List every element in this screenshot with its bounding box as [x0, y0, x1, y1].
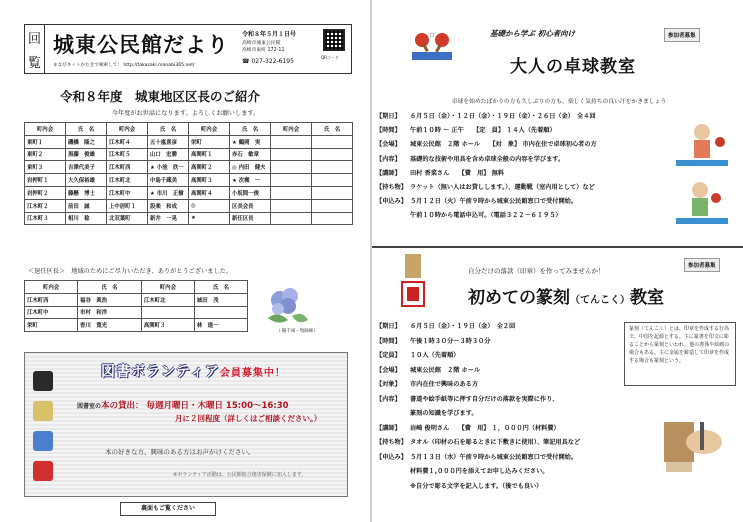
table-cell	[312, 186, 353, 199]
detail-value: 午前１０時から電話申込可。（電話３２２－６１９５）	[410, 212, 562, 220]
detail-label: 【 定員 】	[376, 349, 410, 364]
banner-body: 本の好きな方、興味のある方はお声がけください。	[105, 448, 255, 456]
column-header: 町内会	[141, 281, 194, 294]
detail-value: 午後１時３０分～３時３０分	[410, 337, 491, 345]
pingpong-title: 大人の卓球教室	[510, 57, 636, 77]
table-cell: 城田 茂	[194, 293, 247, 306]
table-cell	[312, 174, 353, 187]
circulation-mark	[25, 25, 45, 73]
detail-value: ※自分で彫る文字を記入します。（後でも良い）	[410, 482, 543, 490]
table-header-row	[25, 281, 248, 294]
column-header: 氏 名	[194, 281, 247, 294]
mascot-icon	[33, 431, 53, 451]
table-cell: 相川 稔	[66, 212, 107, 225]
detail-value: 市内在住で興味のある方	[410, 381, 479, 388]
table-cell: ★ 市川 正樹	[148, 186, 189, 199]
phone: ☎ 027-322-6195	[242, 58, 294, 65]
table-cell: 江木町北	[107, 174, 148, 187]
detail-row	[376, 209, 597, 223]
table-cell	[271, 186, 312, 199]
detail-label: 【 講師 】	[376, 167, 410, 181]
table-header-row	[25, 123, 353, 136]
table-cell: 大久保裕雄	[66, 174, 107, 187]
table-cell	[271, 148, 312, 161]
detail-value: 材料費１,０００円を添えてお申し込みください。	[410, 468, 549, 475]
table-row	[25, 161, 353, 174]
table-cell: 小坂間一俊	[230, 186, 271, 199]
table-cell: 岩押町２	[25, 186, 66, 199]
detail-value: 田村 香菜さん 【費 用】 無料	[410, 169, 505, 177]
detail-row	[376, 436, 580, 451]
table-cell: 赤石 敏章	[230, 148, 271, 161]
qr-label: QRコード	[321, 55, 339, 60]
player-icon	[672, 178, 732, 228]
detail-row	[376, 480, 580, 495]
column-header: 氏 名	[230, 123, 271, 136]
retired-table	[24, 280, 248, 332]
table-cell: ★	[189, 212, 230, 225]
detail-row	[376, 451, 580, 466]
detail-value: タオル（印材の石を彫るときに下敷きに使用）、筆記用具など	[410, 439, 581, 446]
detail-row	[376, 335, 580, 350]
table-cell	[271, 135, 312, 148]
detail-value: 篆刻の知識を学びます。	[410, 410, 478, 417]
detail-label: 【 内容 】	[376, 393, 410, 408]
detail-row	[376, 320, 580, 335]
table-cell	[271, 174, 312, 187]
table-row	[25, 212, 353, 225]
table-cell	[141, 306, 194, 319]
detail-value: 城東公民館 ２階 ホール	[410, 366, 481, 374]
table-cell	[312, 199, 353, 212]
table-cell: 高関町２	[189, 161, 230, 174]
detail-row	[376, 138, 597, 152]
detail-row	[376, 124, 597, 138]
table-cell: 江木町５	[107, 148, 148, 161]
detail-label: 【 会場 】	[376, 364, 410, 379]
detail-value: ５月１３日（水）午前９時から城東公民館窓口で受付開始。	[410, 453, 578, 461]
table-cell: 前田 誠	[66, 199, 107, 212]
lending-prefix: 図書室の	[77, 403, 102, 410]
table-cell: 林 進一	[194, 319, 247, 332]
detail-row	[376, 181, 597, 195]
flower-caption: （ 陽千両・牧師柿）	[276, 329, 318, 334]
table-cell: 香川 寛光	[78, 319, 142, 332]
detail-value: 午前１０時 ～ 正午 【定 員】 １４人（先着順）	[410, 127, 556, 135]
lending-frequency: 月に２回程度（詳しくはご相談ください。）	[175, 414, 322, 423]
table-cell: 栄町	[25, 319, 78, 332]
leader-table	[24, 122, 353, 225]
column-header: 氏 名	[148, 123, 189, 136]
detail-row	[376, 407, 580, 422]
detail-value: ラケット（無い人はお貸しします。）、運動靴（室内用として）など	[410, 183, 595, 191]
table-cell: 江木町４	[107, 135, 148, 148]
table-cell: 高関町３	[189, 174, 230, 187]
tenkoku-title-reading: （てんこく）	[570, 295, 630, 306]
tenkoku-explanation: 篆刻（てんこく）とは、印章を作成する行為で、中国を起源とする。主に篆書を印文に彫ることから篆刻といわれ、他の書体や絵画の場合もある。主に金属を鋳造して印章を作成する場合も篆刻という。	[624, 322, 736, 386]
table-cell: 福谷 眞浩	[78, 293, 142, 306]
table-cell: 設楽 和成	[148, 199, 189, 212]
tenkoku-details	[376, 320, 580, 494]
library-volunteer-banner	[24, 352, 348, 497]
address	[242, 40, 285, 54]
table-cell: 江木町西	[107, 161, 148, 174]
table-cell: 市村 和洋	[78, 306, 142, 319]
table-cell: ★ 次槻 一	[230, 174, 271, 187]
mascot-icon	[33, 461, 53, 481]
detail-label: 【 期日 】	[376, 320, 410, 335]
detail-label: 【 時間 】	[376, 124, 410, 138]
address-line: 高崎市城東公民館	[242, 41, 281, 46]
table-cell: 江木町西	[25, 293, 78, 306]
table-cell: 高関町３	[141, 319, 194, 332]
table-row	[25, 319, 248, 332]
tenkoku-title-end: 教室	[630, 288, 664, 308]
detail-value: １０人（先着順）	[410, 352, 460, 359]
seal-stamp-icon	[398, 252, 428, 310]
table-cell	[271, 161, 312, 174]
qr-code-icon[interactable]	[323, 29, 345, 51]
column-header: 町内会	[107, 123, 148, 136]
tenkoku-title-main: 初めての篆刻	[468, 288, 570, 308]
circulation-char: 回	[27, 31, 41, 47]
see-back-button[interactable]: 裏面もご覧ください	[120, 502, 216, 516]
table-cell: 東町２	[25, 148, 66, 161]
detail-value: ５月１２日（火）午前９時から城東公民館窓口で受付開始。	[410, 198, 578, 206]
detail-label: 【 対象 】	[376, 378, 410, 393]
newsletter-title: 城東公民館だより	[53, 32, 229, 57]
table-cell	[271, 199, 312, 212]
detail-value: ６月５日（金）・１９日（金） 全２回	[410, 323, 516, 330]
table-cell: 江木町中	[25, 306, 78, 319]
table-cell: 藤懸 博士	[66, 186, 107, 199]
detail-label: 【 時間 】	[376, 335, 410, 350]
detail-row	[376, 110, 597, 124]
table-cell: 江木町中	[107, 186, 148, 199]
detail-row	[376, 364, 580, 379]
table-row	[25, 174, 353, 187]
carving-hands-icon	[634, 392, 738, 496]
table-cell: 山口 宏勝	[148, 148, 189, 161]
detail-label: 【 持ち物 】	[376, 181, 410, 195]
table-cell: 栄町	[189, 135, 230, 148]
detail-value: ６月５日（金）・１２日（金）・１９日（金）・２６日（金） 全４回	[410, 113, 596, 120]
tenkoku-subtitle: 自分だけの落款（印章）を作ってみませんか！	[468, 267, 605, 275]
detail-row	[376, 378, 580, 393]
column-header: 町内会	[25, 123, 66, 136]
column-header: 町内会	[25, 281, 78, 294]
column-header: 氏 名	[78, 281, 142, 294]
banner-title-main: 図書ボランティア	[101, 364, 220, 380]
detail-row	[376, 422, 580, 437]
table-cell: 新任区長	[230, 212, 271, 225]
table-cell: 上中居町１	[107, 199, 148, 212]
table-cell: 中島千蔵美	[148, 174, 189, 187]
table-cell	[312, 161, 353, 174]
section-separator	[372, 246, 743, 248]
table-row	[25, 135, 353, 148]
table-cell: 江木町３	[25, 212, 66, 225]
table-cell: ★ 鶴岡 実	[230, 135, 271, 148]
tagline[interactable]: まなびネットかたきで検索して！ http://takasaki.manabi365.net/	[53, 63, 195, 68]
table-cell: 区長会長	[230, 199, 271, 212]
banner-title-small: 会員募集中！	[219, 368, 286, 379]
left-page	[0, 0, 371, 522]
table-cell: ◎	[189, 199, 230, 212]
table-cell: 江木町北	[141, 293, 194, 306]
ping-pong-icon	[410, 30, 454, 64]
hydrangea-icon	[258, 280, 318, 330]
table-cell: ◎ 内田 健夫	[230, 161, 271, 174]
lending-schedule	[77, 399, 289, 411]
column-header: 町内会	[189, 123, 230, 136]
pingpong-subtitle: 基礎から学ぶ 初心者向け	[490, 29, 576, 38]
table-cell: 高関町１	[189, 148, 230, 161]
table-cell: 東町３	[25, 161, 66, 174]
table-row	[25, 306, 248, 319]
detail-row	[376, 167, 597, 181]
table-cell	[271, 212, 312, 225]
circulation-char: 覧	[27, 55, 41, 71]
banner-title	[101, 361, 286, 381]
mascot-icon	[33, 371, 53, 391]
table-cell	[194, 306, 247, 319]
detail-label: 【 申込み 】	[376, 451, 410, 466]
section-intro: 今年度がお世話になります。よろしくお願いします。	[111, 110, 260, 117]
tenkoku-title	[468, 283, 664, 308]
table-cell: 高関町４	[189, 186, 230, 199]
table-cell: 江木町２	[25, 199, 66, 212]
banner-note: ※ボランティア活動は、公民館総合傷害保険に加入します。	[173, 472, 307, 478]
recruiting-badge: 参加者募集	[664, 28, 700, 42]
detail-label: 【 会場 】	[376, 138, 410, 152]
table-row	[25, 293, 248, 306]
table-cell	[312, 212, 353, 225]
detail-row	[376, 349, 580, 364]
detail-value: 基礎的な技術や用具を含め卓球全般の内容を学びます。	[410, 155, 565, 163]
table-cell: 新井 一晃	[148, 212, 189, 225]
detail-value: 書道や絵手紙等に押す自分だけの落款を実際に作り、	[410, 395, 559, 403]
detail-row	[376, 195, 597, 209]
table-cell: 黒藤 俊雄	[66, 148, 107, 161]
column-header: 町内会	[271, 123, 312, 136]
table-cell: 五十嵐喜彦	[148, 135, 189, 148]
right-page	[372, 0, 743, 522]
table-row	[25, 148, 353, 161]
detail-value: 岩崎 俊明さん 【費 用】 １，０００円（材料費）	[410, 424, 560, 432]
table-cell: 吉澤代美子	[66, 161, 107, 174]
issue-date: 令和８年５月１日号	[242, 31, 297, 38]
detail-row	[376, 393, 580, 408]
detail-label: 【 申込み 】	[376, 195, 410, 209]
table-cell: 北双葉町	[107, 212, 148, 225]
detail-label: 【 講師 】	[376, 422, 410, 437]
retire-note: ＜退任区長＞ 地域のためにご尽力いただき、ありがとうございました。	[28, 268, 232, 275]
table-cell	[312, 135, 353, 148]
section-heading: 令和８年度 城東地区区長のご紹介	[60, 89, 261, 104]
recruiting-badge: 参加者募集	[684, 258, 720, 272]
pingpong-lead: 卓球を始めたばかりの方も久しぶりの方も、楽しく気持ちの良い汗をかきましょう	[451, 99, 667, 105]
detail-label: 【 期日 】	[376, 110, 410, 124]
detail-row	[376, 153, 597, 167]
table-row	[25, 199, 353, 212]
detail-row	[376, 465, 580, 480]
table-cell: ★ 小池 欣一	[148, 161, 189, 174]
masthead	[24, 24, 352, 74]
lending-main: 本の貸出： 毎週月曜日・木曜日 15:00～16:30	[101, 401, 289, 411]
table-cell: 岩押町１	[25, 174, 66, 187]
player-icon	[672, 120, 732, 170]
pingpong-details	[376, 110, 597, 224]
column-header: 氏 名	[66, 123, 107, 136]
column-header: 氏 名	[312, 123, 353, 136]
table-row	[25, 186, 353, 199]
table-cell: 東町１	[25, 135, 66, 148]
table-cell	[312, 148, 353, 161]
detail-label: 【 持ち物 】	[376, 436, 410, 451]
table-cell: 磯橋 隆之	[66, 135, 107, 148]
address-line: 高崎市東町 172-11	[242, 48, 285, 53]
mascot-icon	[33, 401, 53, 421]
detail-value: 城東公民館 ２階 ホール 【対 象】 市内在住で卓球初心者の方	[410, 141, 597, 149]
detail-label: 【 内容 】	[376, 153, 410, 167]
